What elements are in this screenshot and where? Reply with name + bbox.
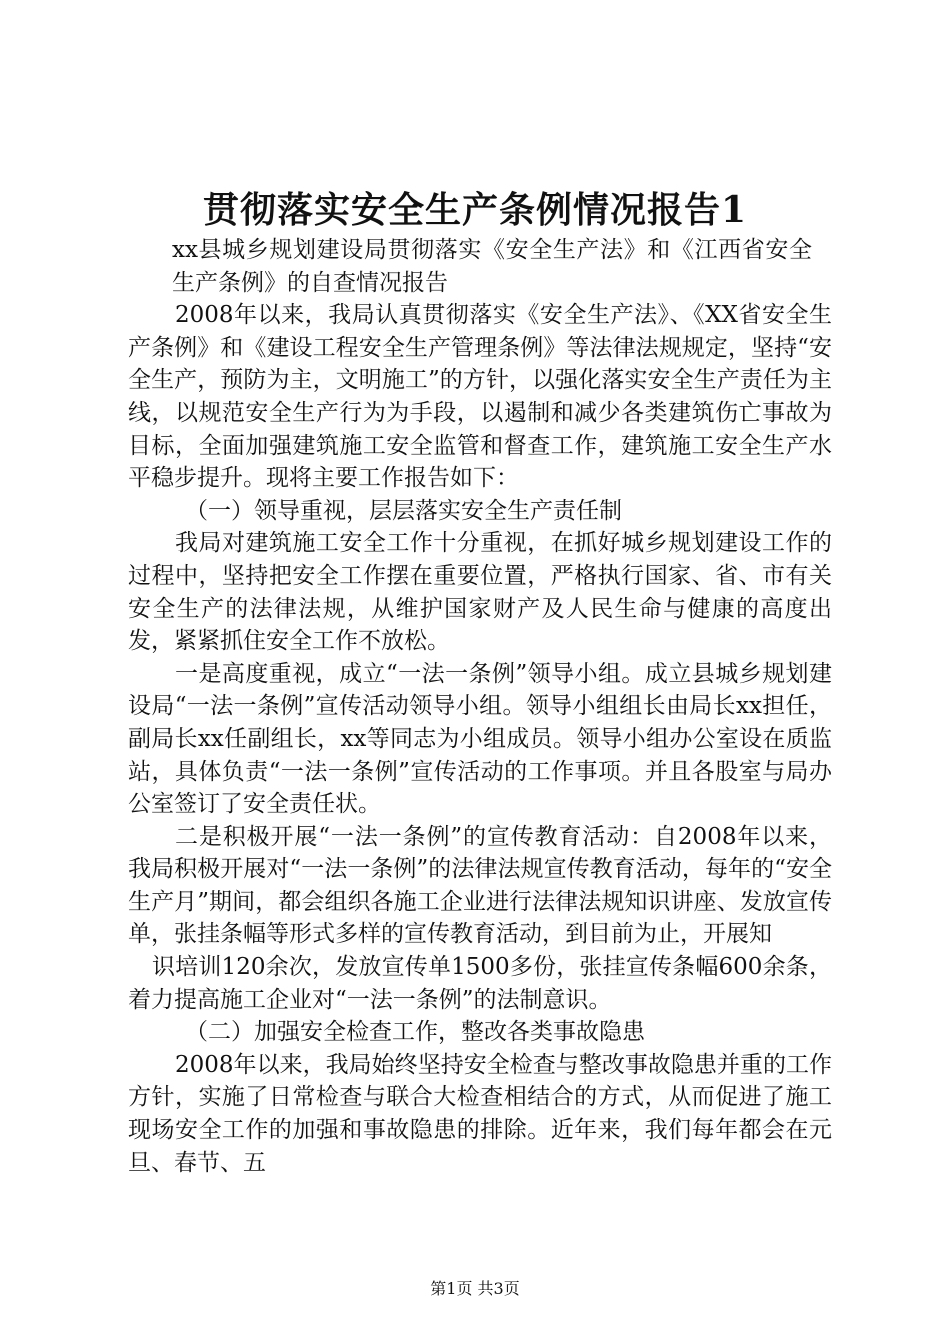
intro-paragraph: 2008年以来，我局认真贯彻落实《安全生产法》、《XX省安全生产条例》和《建设工程安全生产管理条例》等法律法规规定，坚持“安全生产，预防为主，文明施工”的方针，以强化落实安全生产责任为主线，以规范安全生产行为为手段，以遏制和减少各类建筑伤亡事故为目标，全面加强建筑施工安全监管和督查工作，建筑施工安全生产水平稳步提升。现将主要工作报告如下： [128, 302, 832, 492]
body-paragraph: 二是积极开展“一法一条例”的宣传教育活动：自2008年以来，我局积极开展对“一法一条例”的法律法规宣传教育活动，每年的“安全生产月”期间，都会组织各施工企业进行法律法规知识讲座、发放宣传单，张挂条幅等形式多样的宣传教育活动，到目前为止，开展知 [128, 823, 832, 948]
body-paragraph: 我局对建筑施工安全工作十分重视，在抓好城乡规划建设工作的过程中，坚持把安全工作摆在重要位置，严格执行国家、省、市有关安全生产的法律法规，从维护国家财产及人民生命与健康的高度出发，紧紧抓住安全工作不放松。 [128, 530, 832, 655]
section-heading-1: （一）领导重视，层层落实安全生产责任制 [185, 497, 622, 524]
document-body [128, 234, 832, 1179]
document-title: 贯彻落实安全生产条例情况报告1 [202, 189, 748, 231]
body-paragraph-continued: 识培训120余次，发放宣传单1500多份，张挂宣传条幅600余条，着力提高施工企业对“一法一条例”的法制意识。 [128, 954, 832, 1013]
section-heading-2: （二）加强安全检查工作，整改各类事故隐患 [185, 1019, 645, 1046]
report-subtitle: xx县城乡规划建设局贯彻落实《安全生产法》和《江西省安全生产条例》的自查情况报告 [172, 237, 812, 296]
body-paragraph: 2008年以来，我局始终坚持安全检查与整改事故隐患并重的工作方针，实施了日常检查与联合大检查相结合的方式，从而促进了施工现场安全工作的加强和事故隐患的排除。近年来，我们每年都会在元旦、春节、五 [128, 1051, 832, 1176]
body-paragraph: 一是高度重视，成立“一法一条例”领导小组。成立县城乡规划建设局“一法一条例”宣传活动领导小组。领导小组组长由局长xx担任，副局长xx任副组长，xx等同志为小组成员。领导小组办公室设在质监站，具体负责“一法一条例”宣传活动的工作事项。并且各股室与局办公室签订了安全责任状。 [128, 660, 832, 818]
page-footer: 第1页 共3页 [430, 1279, 520, 1298]
